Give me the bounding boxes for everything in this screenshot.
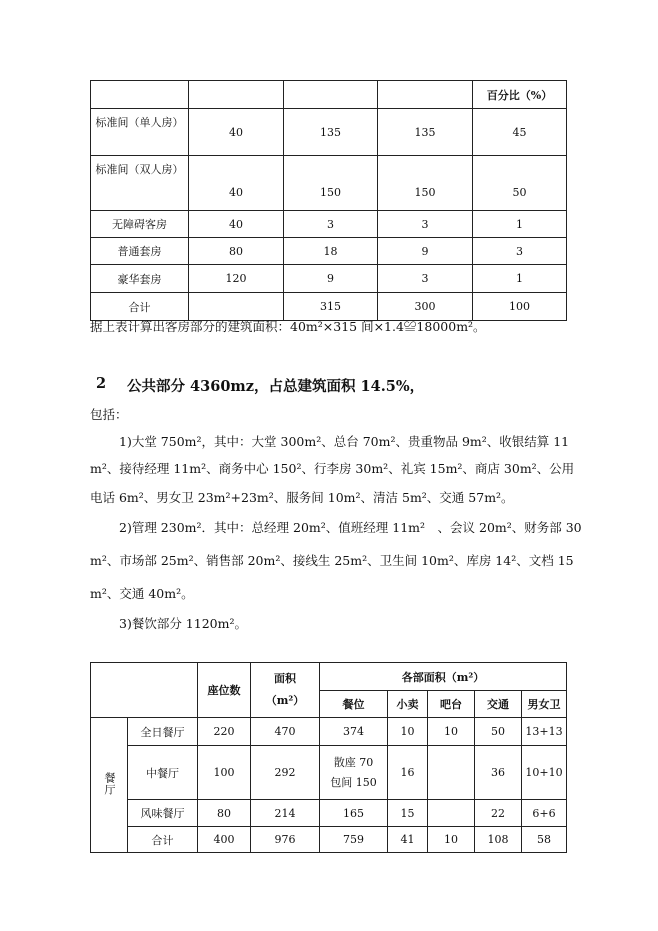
header-sections: 各部面积（m²） [320,663,567,691]
cell: 214 [251,800,320,827]
paragraph-management-line3: m²、交通 40m²。 [90,586,194,601]
cell: 976 [251,827,320,853]
paragraph-lobby-line3: 电话 6m²、男女卫 23m²+23m²、服务间 10m²、清洁 5m²、交通 57m²。 [90,490,514,505]
cell: 3 [473,238,567,265]
intro-text: 包括： [90,407,128,422]
room-type: 普通套房 [91,238,189,265]
cell: 135 [284,109,378,156]
cell: 100 [198,746,251,800]
table-row [91,746,567,800]
table-row [91,211,567,238]
subheader-cell: 餐位 [320,691,388,718]
cell: 58 [522,827,567,853]
table-header-row [91,663,567,691]
cell [428,746,475,800]
subheader-cell: 吧台 [428,691,475,718]
dining-line: 包间 150 [330,775,377,789]
room-type: 标准间（单人房） [91,109,189,156]
cell: 135 [378,109,473,156]
cell: 10 [428,718,475,746]
table-header-row [91,81,567,109]
cell: 108 [475,827,522,853]
cell: 50 [475,718,522,746]
cell: 10 [388,718,428,746]
cell: 6+6 [522,800,567,827]
cell: 3 [284,211,378,238]
cell: 1 [473,265,567,293]
header-seats: 座位数 [198,663,251,718]
header-area-label: 面积 [274,672,296,685]
cell: 165 [320,800,388,827]
room-type: 标准间（双人房） [91,156,189,211]
cell: 16 [388,746,428,800]
cell: 9 [378,238,473,265]
cell: 40 [189,109,284,156]
table-row [91,265,567,293]
paragraph-lobby-line1: 1)大堂 750m²，其中：大堂 300m²、总台 70m²、贵重物品 9m²、收银结算 11 [119,434,570,449]
cell: 80 [198,800,251,827]
dining-cell [320,746,388,800]
room-type: 无障碍客房 [91,211,189,238]
paragraph-management-line2: m²、市场部 25m²、销售部 20m²、接线生 25m²、卫生间 10m²、库房 14²、文档 15 [90,553,574,568]
restaurant-table [90,662,567,853]
section-heading: 公共部分 4360mz，占总建筑面积 14.5%， [127,378,425,395]
cell: 50 [473,156,567,211]
group-label-cell [91,718,128,853]
room-type: 豪华套房 [91,265,189,293]
cell: 759 [320,827,388,853]
calc-note: 据上表计算出客房部分的建筑面积：40m²×315 间×1.4≌18000m²。 [90,319,486,334]
subheader-cell: 男女卫 [522,691,567,718]
header-area-unit: （m²） [265,694,305,707]
restaurant-name: 全日餐厅 [128,718,198,746]
header-cell [91,81,189,109]
cell: 10+10 [522,746,567,800]
room-table [90,80,567,321]
cell [428,800,475,827]
paragraph-management-line1: 2)管理 230m²．其中：总经理 20m²、值班经理 11m² 、会议 20m²、财务部 30 [119,520,582,535]
restaurant-name: 合计 [128,827,198,853]
dining-line: 散座 70 [333,755,374,769]
room-type: 合计 [91,293,189,321]
cell: 45 [473,109,567,156]
table-row [91,238,567,265]
table-total-row [91,827,567,853]
cell: 470 [251,718,320,746]
paragraph-lobby-line2: m²、接待经理 11m²、商务中心 150²、行李房 30m²、礼宾 15m²、商店 30m²、公用 [90,461,575,476]
cell: 3 [378,265,473,293]
blank-header [91,663,198,718]
restaurant-name: 中餐厅 [128,746,198,800]
section-number: 2 [96,375,107,392]
restaurant-name: 风味餐厅 [128,800,198,827]
cell: 3 [378,211,473,238]
table-row [91,718,567,746]
cell: 80 [189,238,284,265]
cell: 300 [378,293,473,321]
cell: 292 [251,746,320,800]
cell: 100 [473,293,567,321]
cell: 120 [189,265,284,293]
cell: 1 [473,211,567,238]
cell: 13+13 [522,718,567,746]
table-row [91,109,567,156]
cell: 220 [198,718,251,746]
subheader-cell: 小卖 [388,691,428,718]
header-percent: 百分比（%） [473,81,567,109]
paragraph-dining: 3)餐饮部分 1120m²。 [119,616,247,631]
header-cell [378,81,473,109]
cell: 40 [189,156,284,211]
cell: 18 [284,238,378,265]
header-area [251,663,320,718]
subheader-cell: 交通 [475,691,522,718]
cell: 22 [475,800,522,827]
cell: 315 [284,293,378,321]
group-label: 餐厅 [103,771,116,796]
cell: 400 [198,827,251,853]
cell: 9 [284,265,378,293]
table-row [91,156,567,211]
cell: 40 [189,211,284,238]
table-row [91,800,567,827]
cell: 41 [388,827,428,853]
cell: 150 [378,156,473,211]
cell: 150 [284,156,378,211]
cell: 15 [388,800,428,827]
header-cell [189,81,284,109]
cell: 374 [320,718,388,746]
cell: 36 [475,746,522,800]
header-cell [284,81,378,109]
cell: 10 [428,827,475,853]
